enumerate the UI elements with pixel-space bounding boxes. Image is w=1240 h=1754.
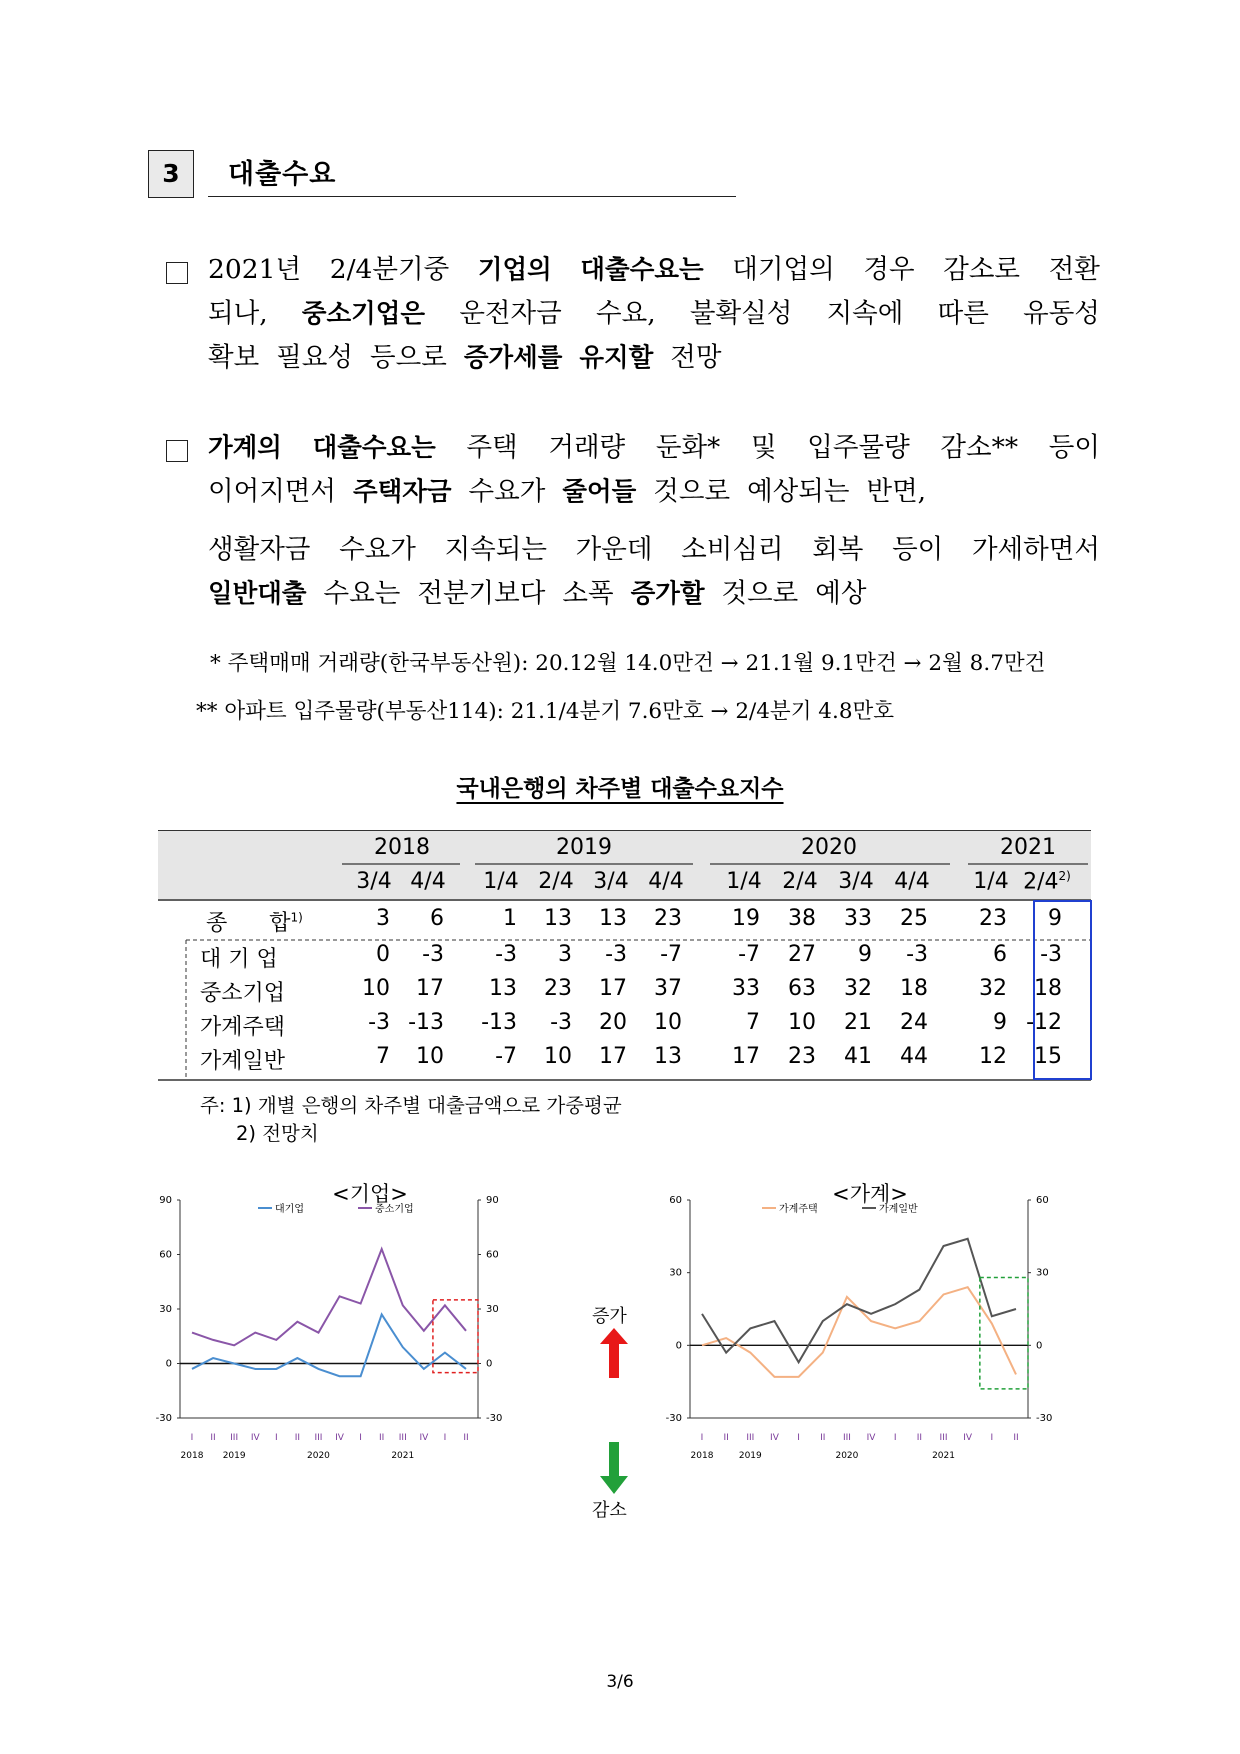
row-label: 가계일반	[200, 1049, 286, 1074]
table-cell: 12	[979, 1044, 1007, 1069]
word: 소폭	[562, 578, 614, 609]
quarter-header: 1/4	[483, 869, 519, 894]
table-cell: 23	[979, 906, 1007, 931]
table-cell: 10	[416, 1044, 444, 1069]
x-tick-label: III	[842, 1433, 851, 1443]
table-cell: 7	[746, 1010, 760, 1035]
word: 수요,	[596, 298, 656, 329]
chart-corporate	[155, 1195, 560, 1530]
x-tick-label: I	[700, 1433, 704, 1443]
x-tick-label: IV	[866, 1433, 876, 1443]
table-cell: 6	[993, 942, 1007, 967]
y-tick-label-left: 60	[669, 1195, 682, 1206]
series-line-가계일반	[702, 1239, 1016, 1363]
word: 운전자금	[459, 298, 562, 329]
word: 것으로	[653, 476, 731, 507]
y-tick-label-left: 30	[159, 1304, 172, 1315]
word: 수요가	[339, 534, 416, 565]
word-bold: 가계의	[208, 433, 282, 463]
year-label: 2018	[180, 1451, 204, 1461]
word-bold: 대출수요는	[580, 255, 704, 285]
x-tick-label: I	[797, 1433, 800, 1443]
table-cell: 10	[654, 1010, 682, 1035]
table-cell: 18	[1034, 976, 1062, 1001]
year-label: 2021	[391, 1451, 415, 1461]
quarter-header: 4/4	[894, 869, 930, 894]
x-tick-label: I	[190, 1433, 194, 1443]
x-tick-label: III	[314, 1433, 323, 1443]
word: 등이	[1048, 432, 1100, 463]
x-tick-label: II	[379, 1433, 385, 1443]
x-tick-label: IV	[250, 1433, 260, 1443]
legend-label: 가계주택	[779, 1204, 818, 1215]
y-tick-label-right: -30	[1036, 1413, 1053, 1424]
word-bold: 주택자금	[353, 477, 452, 507]
y-tick-label-left: 0	[165, 1358, 172, 1370]
quarter-header: 2/4	[538, 869, 574, 894]
down-arrow-icon	[600, 1442, 628, 1494]
word: 지속되는	[444, 534, 547, 565]
table-cell: 21	[844, 1010, 872, 1035]
year-header: 2019	[556, 835, 612, 860]
quarter-header: 4/4	[410, 869, 446, 894]
word: 거래량	[548, 432, 626, 463]
word: 것으로	[721, 578, 799, 609]
row-label: 대 기 업	[200, 947, 278, 972]
year-header: 2021	[1000, 835, 1056, 860]
x-tick-label: II	[1013, 1433, 1019, 1443]
x-tick-label: IV	[335, 1433, 344, 1443]
chart-title-household: <가계>	[832, 1182, 908, 1206]
table-cell: -3	[422, 942, 444, 967]
table-cell: 17	[416, 976, 444, 1001]
x-tick-label: IV	[770, 1433, 779, 1443]
y-tick-label-right: 60	[486, 1249, 499, 1261]
y-tick-label-left: 0	[675, 1340, 682, 1352]
word: 반면,	[866, 476, 927, 507]
table-cell: -3	[1040, 942, 1062, 967]
word: 둔화*	[655, 432, 721, 463]
word: 수요는	[323, 578, 401, 609]
table-cell: 23	[788, 1044, 816, 1069]
table-cell: -3	[550, 1010, 572, 1035]
table-cell: -12	[1026, 1010, 1062, 1035]
series-line-가계주택	[702, 1287, 1016, 1377]
word-bold: 유지할	[579, 343, 654, 373]
x-tick-label: I	[359, 1433, 362, 1443]
word: 소비심리	[681, 534, 784, 565]
table-cell: 0	[376, 942, 390, 967]
word: 지속에	[826, 298, 904, 329]
quarter-header: 1/4	[973, 869, 1009, 894]
word: 확보	[208, 342, 260, 373]
chart-household	[660, 1195, 1080, 1530]
word: 주택	[466, 432, 518, 463]
x-tick-label: IV	[963, 1433, 973, 1443]
quarter-header: 3/4	[356, 869, 392, 894]
table-cell: -7	[660, 942, 682, 967]
table-cell: 1	[503, 906, 517, 931]
table-cell: 44	[900, 1044, 928, 1069]
word: 감소**	[940, 432, 1019, 463]
table-cell: 41	[844, 1044, 872, 1069]
word-bold: 증가할	[630, 579, 705, 609]
table-cell: 9	[1048, 906, 1062, 931]
table-cell: 25	[900, 906, 928, 931]
quarter-header: 3/4	[593, 869, 629, 894]
word: 필요성	[276, 342, 354, 373]
legend-label: 중소기업	[375, 1204, 414, 1215]
footnote-2: ** 아파트 입주물량(부동산114): 21.1/4분기 7.6만호 → 2/4분기 4.8만호	[196, 699, 895, 724]
x-tick-label: II	[820, 1433, 826, 1443]
word: 전분기보다	[417, 578, 546, 609]
x-tick-label: II	[723, 1433, 729, 1443]
word: 따른	[937, 298, 989, 329]
word: 및	[750, 432, 777, 463]
table-cell: 17	[599, 976, 627, 1001]
legend-label: 가계일반	[879, 1204, 918, 1215]
increase-label: 증가	[592, 1306, 627, 1327]
table-cell: 33	[844, 906, 872, 931]
y-tick-label-right: 30	[486, 1304, 499, 1315]
y-tick-label-right: 60	[1036, 1195, 1049, 1206]
word-bold: 일반대출	[208, 579, 307, 609]
footnote-marker: 2)	[1058, 869, 1071, 883]
series-line-중소기업	[192, 1249, 466, 1345]
word: 입주물량	[807, 432, 910, 463]
year-label: 2018	[690, 1451, 714, 1461]
y-tick-label-right: 0	[486, 1358, 493, 1370]
year-header: 2020	[801, 835, 857, 860]
table-cell: -3	[495, 942, 517, 967]
table-cell: -3	[605, 942, 627, 967]
word: 생활자금	[208, 534, 311, 565]
word: 예상	[815, 578, 867, 609]
word: 가세하면서	[971, 534, 1100, 565]
table-note-1: 주: 1) 개별 은행의 차주별 대출금액으로 가중평균	[200, 1094, 622, 1117]
word: 감소로	[943, 254, 1021, 285]
word: 가운데	[575, 534, 653, 565]
table-cell: 24	[900, 1010, 928, 1035]
section-title: 대출수요	[228, 159, 337, 190]
word: 수요가	[468, 476, 546, 507]
table-cell: 23	[654, 906, 682, 931]
legend-label: 대기업	[275, 1204, 304, 1215]
table-cell: 63	[788, 976, 816, 1001]
table-title: 국내은행의 차주별 대출수요지수	[456, 776, 784, 802]
word: 대기업의	[732, 254, 835, 285]
page-number: 3/6	[606, 1672, 634, 1692]
quarter-header: 2/4	[782, 869, 818, 894]
chart-title-corporate: <기업>	[332, 1182, 408, 1206]
decrease-label: 감소	[592, 1500, 627, 1521]
year-header: 2018	[374, 835, 430, 860]
x-tick-label: III	[746, 1433, 755, 1443]
table-cell: 3	[376, 906, 390, 931]
footnote-marker: 1)	[290, 910, 303, 925]
table-cell: 17	[599, 1044, 627, 1069]
highlight-box	[980, 1278, 1028, 1389]
x-tick-label: II	[916, 1433, 923, 1443]
quarter-header: 2/4$^{2)}$	[1023, 869, 1071, 895]
x-tick-label: II	[210, 1433, 216, 1443]
y-tick-label-left: 30	[669, 1267, 682, 1279]
table-cell: -13	[481, 1010, 517, 1035]
table-cell: 20	[599, 1010, 627, 1035]
word: 유동성	[1023, 298, 1100, 329]
word-bold: 증가세를	[463, 343, 563, 373]
year-label: 2020	[307, 1451, 330, 1461]
section-number: 3	[162, 159, 180, 188]
table-cell: 7	[376, 1044, 390, 1069]
x-tick-label: II	[463, 1433, 469, 1443]
table-cell: 10	[788, 1010, 816, 1035]
table-cell: 19	[732, 906, 760, 931]
table-cell: 32	[979, 976, 1007, 1001]
x-tick-label: I	[990, 1433, 994, 1443]
y-tick-label-left: 60	[159, 1249, 172, 1261]
year-label: 2019	[222, 1451, 246, 1461]
word: 경우	[863, 254, 915, 285]
word-bold: 줄어들	[562, 477, 637, 507]
row-label: 가계주택	[200, 1015, 286, 1040]
table-cell: 9	[993, 1010, 1007, 1035]
table-cell: -3	[368, 1010, 390, 1035]
table-cell: 17	[732, 1044, 760, 1069]
table-cell: 13	[489, 976, 517, 1001]
quarter-header: 3/4	[838, 869, 874, 894]
y-tick-label-right: -30	[486, 1413, 503, 1424]
table-cell: 9	[858, 942, 872, 967]
up-arrow-icon	[600, 1328, 628, 1378]
word: 등이	[892, 534, 944, 565]
table-cell: 37	[654, 976, 682, 1001]
table-cell: 33	[732, 976, 760, 1001]
table-cell: -13	[408, 1010, 444, 1035]
x-tick-label: III	[230, 1433, 239, 1443]
quarter-header: 4/4	[648, 869, 684, 894]
table-cell: 13	[544, 906, 572, 931]
table-note-2: 2) 전망치	[236, 1122, 319, 1145]
word: 2/4분기중	[329, 254, 450, 285]
x-tick-label: III	[939, 1433, 948, 1443]
x-tick-label: I	[893, 1433, 897, 1443]
word: 2021년	[208, 254, 302, 285]
table-cell: 13	[654, 1044, 682, 1069]
word: 되나,	[208, 298, 268, 329]
y-tick-label-left: -30	[665, 1413, 682, 1424]
row-label: 종 합$^{1)}$	[206, 910, 303, 936]
table-cell: 6	[430, 906, 444, 931]
y-tick-label-right: 90	[486, 1195, 499, 1206]
word-bold: 기업의	[477, 255, 552, 285]
y-tick-label-left: -30	[155, 1413, 172, 1424]
word: 등으로	[370, 342, 447, 373]
table-cell: 18	[900, 976, 928, 1001]
x-tick-label: II	[294, 1433, 301, 1443]
word: 전망	[670, 342, 722, 373]
year-label: 2020	[835, 1451, 859, 1461]
quarter-header: 1/4	[726, 869, 762, 894]
table-cell: 10	[362, 976, 390, 1001]
table-cell: 27	[788, 942, 816, 967]
year-label: 2019	[738, 1451, 762, 1461]
y-tick-label-left: 90	[159, 1195, 172, 1206]
table-cell: -3	[906, 942, 928, 967]
word: 이어지면서	[208, 476, 336, 507]
word: 불확실성	[689, 298, 793, 329]
table-cell: -7	[495, 1044, 517, 1069]
x-tick-label: IV	[419, 1433, 429, 1443]
year-label: 2021	[932, 1451, 955, 1461]
word-bold: 대출수요는	[312, 433, 436, 463]
table-cell: 32	[844, 976, 872, 1001]
table-cell: -7	[738, 942, 760, 967]
word: 예상되는	[747, 476, 850, 507]
table-cell: 10	[544, 1044, 572, 1069]
table-cell: 23	[544, 976, 572, 1001]
y-tick-label-right: 0	[1036, 1340, 1043, 1352]
table-cell: 13	[599, 906, 627, 931]
table-cell: 38	[788, 906, 816, 931]
x-tick-label: III	[398, 1433, 407, 1443]
table-cell: 3	[558, 942, 572, 967]
word-bold: 중소기업은	[301, 299, 426, 329]
x-tick-label: I	[443, 1433, 447, 1443]
row-label: 중소기업	[200, 981, 286, 1006]
x-tick-label: I	[274, 1433, 278, 1443]
word: 전환	[1048, 254, 1100, 285]
table-cell: 15	[1034, 1044, 1062, 1069]
word: 회복	[812, 534, 864, 565]
y-tick-label-right: 30	[1036, 1267, 1049, 1279]
footnote-1: * 주택매매 거래량(한국부동산원): 20.12월 14.0만건 → 21.1월 9.1만건 → 2월 8.7만건	[210, 651, 1046, 676]
